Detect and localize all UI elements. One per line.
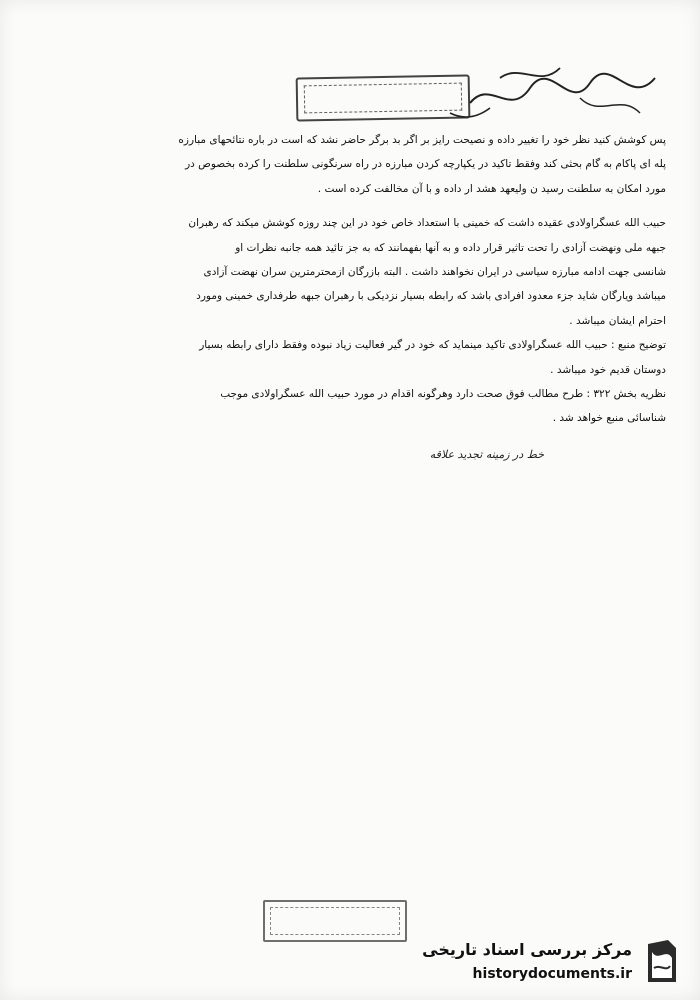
handwritten-note: خط در زمینه تجدید علاقه (429, 448, 544, 461)
body-line-gap (44, 201, 666, 211)
body-line: پله ای پاکام به گام بحثی کند وفقط تاکید در یکپارچه کردن مبارزه در راه سرنگونی سلطنت را کرده بخصوص در (185, 158, 666, 171)
archive-logo-icon (642, 938, 682, 986)
body-line: شانسی جهت ادامه مبارزه سیاسی در ایران نخواهند داشت . البته بازرگان ازمحترمترین سران نهضت آزادی (203, 265, 666, 278)
document-body (44, 128, 666, 431)
source-note-line: توضیح منبع : حبیب الله عسگراولادی تاکید مینماید که خود در گیر فعالیت زیاد نبوده وفقط دارای رابطه بسیار (199, 339, 666, 352)
body-line: احترام ایشان میباشد . (569, 314, 666, 327)
body-line: پس کوشش کنید نظر خود را تغییر داده و نصیحت رایز بر اگر بد برگر حاضر نشد که است در باره نتائحهای مبارزه (178, 134, 666, 146)
archive-url: historydocuments.ir (472, 966, 632, 982)
section-opinion-line: شناسائی منبع خواهد شد . (552, 412, 666, 425)
body-line: حبیب الله عسگراولادی عقیده داشت که خمینی با استعداد خاص خود در این چند روزه کوشش میکند که رهبران (188, 217, 666, 230)
body-line: میباشد ویارگان شاید جزء معدود افرادی باشد که رابطه بسیار نزدیکی با رهبران جبهه طرفداری خمینی ومورد (196, 290, 666, 303)
stamp-bottom (263, 900, 407, 942)
source-note-line: دوستان قدیم خود میباشد . (550, 363, 666, 376)
archive-title: مرکز بررسی اسناد تاریخی (422, 940, 632, 959)
stamp-top (296, 74, 471, 121)
archive-watermark (420, 934, 690, 994)
section-opinion-line: نظریه بخش ۳۲۲ : طرح مطالب فوق صحت دارد وهرگونه اقدام در مورد حبیب الله عسگراولادی موجب (220, 387, 666, 400)
body-line: مورد امکان به سلطنت رسید ن ولیعهد هشد ار داده و با آن مخالفت کرده است . (317, 182, 666, 195)
body-line: جبهه ملی ونهضت آزادی را تحت تاثیر قرار داده و به آنها بفهمانند که به جز تائید همه جانبه نظرات او (235, 241, 666, 254)
